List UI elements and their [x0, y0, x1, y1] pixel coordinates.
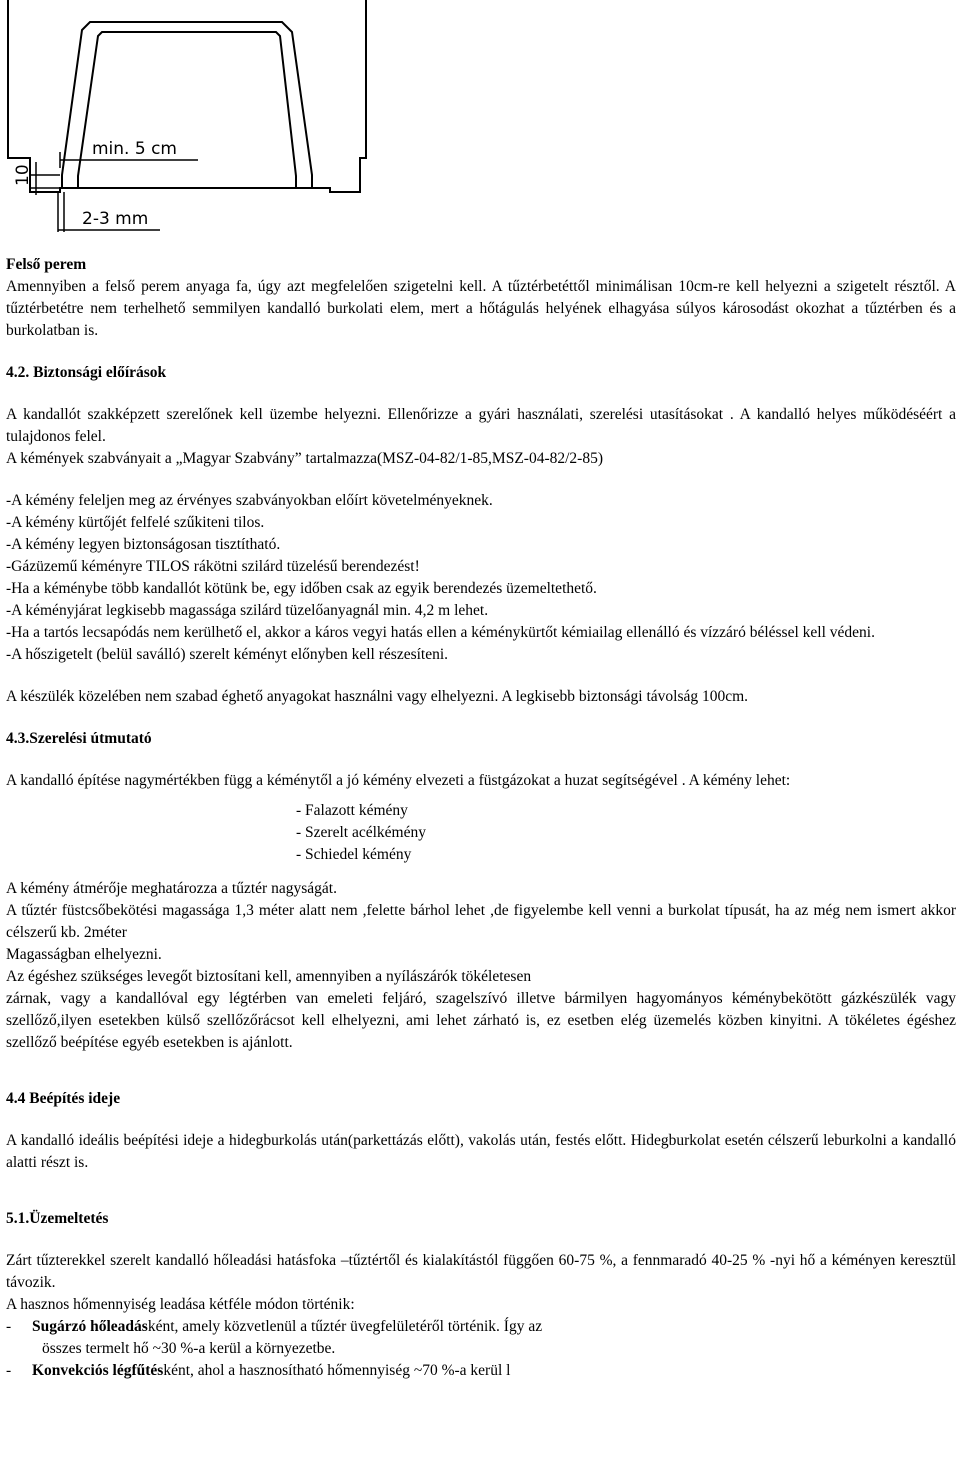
rule-item: -Ha a tartós lecsapódás nem kerülhető el, akkor a káros vegyi hatás ellen a kéménykürtőt kémiailag ellenálló és vízzáró béléssel kell védeni.	[6, 624, 875, 641]
szerelesi-p1: A kémény átmérője meghatározza a tűztér nagyságát.	[6, 880, 337, 897]
section-title-uzemeltetes: 5.1.Üzemeltetés	[6, 1210, 109, 1227]
chimney-type-item: - Schiedel kémény	[296, 846, 412, 863]
term-sugarzo-text: ként, amely közvetlenül a tűztér üvegfelületéről történik. Így az	[147, 1318, 543, 1335]
uzemeltetes-p1: Zárt tűzterekkel szerelt kandalló hőleadási hatásfoka –tűztértől és kialakítástól függően 60-75 %, a fennmaradó 40-25 % -nyi hő a kéményen keresztül távozik.	[6, 1252, 956, 1291]
insert-cross-section-drawing	[0, 0, 960, 240]
rule-item: -A hőszigetelt (belül saválló) szerelt kéményt előnyben kell részesíteni.	[6, 646, 449, 663]
term-konvekcios-text: ként, ahol a hasznosítható hőmennyiség ~70 %-a kerül l	[163, 1362, 511, 1379]
list-dash: -	[6, 1318, 12, 1335]
document-body	[6, 254, 956, 1382]
rule-item: -Gázüzemű kéményre TILOS rákötni szilárd tüzelésű berendezést!	[6, 558, 420, 575]
term-sugarzo: Sugárzó hőleadás	[32, 1318, 148, 1335]
szerelesi-p5: zárnak, vagy a kandallóval egy légtérben van emeleti feljáró, szagelszívó illetve bármilyen hagyományos kéménybekötött gázkészülék vagy szellőző,ilyen esetekben külső szellőzőrácsot kell elhelyezni, ami lehet zárható is, ez esetben elég üzemelés közben kinyitni. A tökéletes égéshez szellőző beépítése egyéb esetekben is ajánlott.	[6, 990, 956, 1051]
list-item-sugarzo-continuation: összes termelt hő ~30 %-a kerül a környezetbe.	[42, 1340, 336, 1357]
section-title-szerelesi: 4.3.Szerelési útmutató	[6, 730, 152, 747]
uzemeltetes-p2: A hasznos hőmennyiség leadása kétféle módon történik:	[6, 1296, 355, 1313]
rule-item: -A kéményjárat legkisebb magassága szilárd tüzelőanyagnál min. 4,2 m lehet.	[6, 602, 489, 619]
dim-bottom-label: 2-3 mm	[82, 209, 149, 229]
biztonsagi-intro: A kandallót szakképzett szerelőnek kell üzembe helyezni. Ellenőrizze a gyári használati, szerelési utasításokat . A kandalló helyes működéséért a tulajdonos felel.	[6, 406, 956, 445]
szerelesi-p2: A tűztér füstcsőbekötési magassága 1,3 méter alatt nem ,felette bárhol lehet ,de figyelembe kell venni a burkolat típusát, ha az még nem ismert akkor célszerű kb. 2méter	[6, 902, 956, 941]
beepites-paragraph: A kandalló ideális beépítési ideje a hidegburkolás után(parkettázás előtt), vakolás után, festés előtt. Hidegburkolat esetén célszerű leburkolni a kandalló alatti részt is.	[6, 1132, 956, 1171]
rule-item: -A kémény kürtőjét felfelé szűkiteni tilos.	[6, 514, 265, 531]
dim-side-label: 10	[13, 164, 33, 186]
list-dash: -	[6, 1362, 12, 1379]
rule-item: -A kémény legyen biztonságosan tisztítható.	[6, 536, 281, 553]
technical-drawing	[0, 0, 960, 240]
term-konvekcios: Konvekciós légfűtés	[32, 1362, 164, 1379]
biztonsagi-standards: A kémények szabványait a „Magyar Szabvány” tartalmazza(MSZ-04-82/1-85,MSZ-04-82/2-85)	[6, 450, 603, 467]
biztonsagi-distance: A készülék közelében nem szabad éghető anyagokat használni vagy elhelyezni. A legkisebb biztonsági távolság 100cm.	[6, 688, 749, 705]
dim-top-label: min. 5 cm	[92, 139, 177, 159]
rule-item: -Ha a kéménybe több kandallót kötünk be, egy időben csak az egyik berendezés üzemeltethető.	[6, 580, 597, 597]
rule-item: -A kémény feleljen meg az érvényes szabványokban előírt követelményeknek.	[6, 492, 493, 509]
list-item-konvekcios	[6, 1360, 956, 1382]
section-title-beepites: 4.4 Beépítés ideje	[6, 1090, 121, 1107]
list-item-sugarzo	[6, 1316, 956, 1338]
section-title-felso-perem: Felső perem	[6, 256, 87, 273]
chimney-type-item: - Szerelt acélkémény	[296, 824, 426, 841]
szerelesi-intro: A kandalló építése nagymértékben függ a kéménytől a jó kémény elvezeti a füstgázokat a huzat segítségével . A kémény lehet:	[6, 772, 791, 789]
insert-inner-wall-line	[78, 32, 296, 188]
chimney-type-item: - Falazott kémény	[296, 802, 408, 819]
outer-frame-line	[8, 0, 366, 192]
szerelesi-p4: Az égéshez szükséges levegőt biztosítani kell, amennyiben a nyílászárók tökéletesen	[6, 968, 532, 985]
section-title-biztonsagi: 4.2. Biztonsági előírások	[6, 364, 167, 381]
szerelesi-p3: Magasságban elhelyezni.	[6, 946, 162, 963]
felso-perem-paragraph: Amennyiben a felső perem anyaga fa, úgy azt megfelelően szigetelni kell. A tűztérbetéttől minimálisan 10cm-re kell helyezni a szigetelt résztől. A tűztérbetétre nem terhelhető semmilyen kandalló burkolati elem, mert a hőtágulás helyének elhagyása súlyos károsodást okozhat a tűztérben és a burkolatban is.	[6, 278, 956, 339]
insert-outer-wall-line	[62, 22, 312, 188]
chimney-type-list	[6, 800, 956, 866]
